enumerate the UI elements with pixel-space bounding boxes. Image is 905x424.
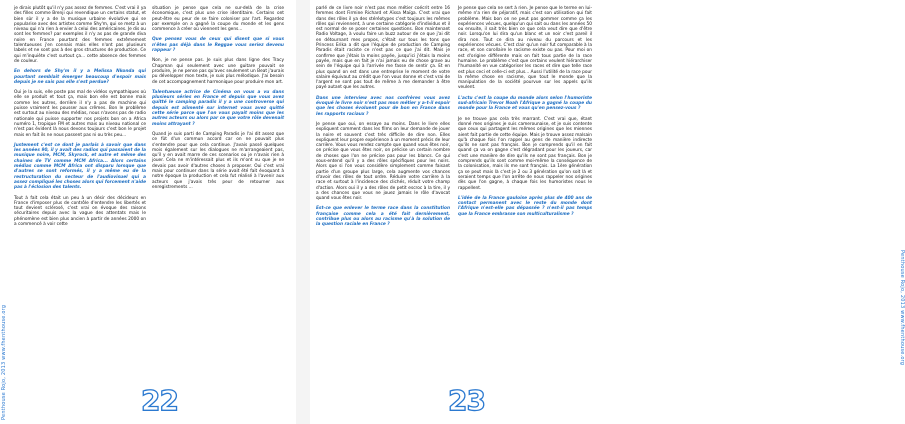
interview-question: Que pensez vous de ceux qui disent que si vous n'êtes pas déjà dans le Reggae vous seriez devenu rappeur ? — [152, 37, 284, 54]
left-column-1 — [14, 6, 146, 232]
interview-answer: Oui je la suis, elle poste pas mal de vidéos sympathiques où elle se produit et tout ça, mais bon elle est bonne mais comme les autres, derrière il n'y a pas de machine qui puisse vraiment les pousser aux crêmes. Bon le problème est surtout au niveau des médias, nous n'avons pas de radio nationale qui puisse supporter nos projets bon on a Africa numéro 1, tropique FM et autres mais au niveau national ce n'est pas évident là nous devons toujours c'est bon le projet mais en fait ils ne nous passent pas ni ou très peu... — [14, 90, 146, 138]
left-page — [0, 0, 296, 424]
interview-question: L'actu c'est la coupe du monde alors selon l'humoriste sud-africain Trevor Noah l'Afrique a gagné la coupe du monde pour la France et vous qu'en pensez-vous ? — [458, 95, 592, 112]
interview-question: Dans une interview avec nos confrères vous avez évoqué le livre noir n'est pas mon métier y a-t-il espoir que les choses évoluent pour de bon en France dans les rapports raciaux ? — [316, 95, 450, 117]
page-number-22: 22 — [141, 384, 178, 417]
interview-answer: situation je pense que cela ne sur-delà de la crise économique, c'est plus une crise identitaire. Certains ont peut-être eu peur de se faire coloniser par l'art. Regardez par exemple on a gagné la coupe du monde et les gens commence à créer où viennent les gens... — [152, 6, 284, 33]
interview-answer: Quand je suis parti de Camping Paradis je l'ai dit assez que ce fût d'un commun accord car on ne pouvait plus s'entendre pour que cela continue. J'avais passé quelques mois également sur les dialogues ne m'arrangeaient pas, qu'il y en avait marre de ces scenarios ou je n'avais rien à jouer. Cela ne m'intéressait plus et ils m'ont vu que je ne devais pas avoir d'autres choses à proposer. Oui c'est vrai mais pour continuer dans la série avait été fait évoquant à notre époque la production et cela fut réalisé à l'avenir aux acteurs que j'avais très peur de retourner aux enregistrements ... — [152, 131, 284, 190]
interview-answer: Je pense que cela ne sert à rien. Je pense que le terme en lui-même n'a rien de péjoratif, mais c'est son utilisation qui fait problème. Mais bon on ne peut pas gommer comme ça les expériences vécues, quelqu'un qui sait ou dans les années 50 ou ensuite, il sait très bien ce que cela veut dire que d'être noir. Lorsqu'on lui dira qu'un blanc et un noir c'est pareil il dira non. Tout ce dira au niveau du parcours et les expériences vécues. C'est clair qu'un noir fut comparable à la race, et son corollaire le racisme existe ou pas. Pour moi on est d'origine différente mais on fait tous partie de la race humaine. Le problème c'est que certains veulent hiérarchiser l'humanité en vue catégoriser les races et dire que telle race est plus ceci et celle-ci est plus... Aussi l'utilité de la race pour la même chose en racisme, que tout le monde que la manipulation de la société pourvue sur les appels qu'ils veulent. — [458, 6, 592, 91]
right-page: parlé de ce livre noir n'est pas mon métier coécrit entre 16 femmes dont Firmine Richard et Aïssa Maïga. C'est vrai que dans des rôles il ya des stéréotypes c'est toujours les mêmes rôles qui reviennent, à une certaine catégorie d'individus et il est normal de se poser certaines questions. Bon maintenant Radio Voltage, à voulu faire un buzz autour de ce que j'ai dit en détournant mes propos, c'était sur tous les tons que Princess Erika a dit que l'équipe de production de Camping Paradis était raciste ce n'est pas ce que j'ai dit. Mais je confirme que j'étais la moins payée, jusqu'ici j'étais la moins payée, mais que en fait je n'ai jamais eu de chose grave au sein de l'équipe qui à l'arrivée me fasse de sentir ça. Et en plus quand on est dans une entreprise le moment de votre salaire équivaut au crédit que l'on vous donne et c'est vrai de l'argent ne sont pas tout de même à me demander à être payé autant que les autres. Dans une interview avec nos confrères vous avez évoqué le livre noir n'est pas mon métier y a-t-il espoir que les choses évoluent pour de bon en France dans les rapports raciaux ? Je pense que oui, on essaye au moins. Dans le livre elles expliquent comment dans les films on leur demande de jouer la noire et souvent c'est très difficile de dire non. Elles expliquent leur propre expérience à un moment précis de leur carrière. Vous vous rendez compte que quand vous êtes noir, on précise que vous êtes noir, on précise un certain nombre de choses que l'on ne précise pas pour les blancs. Ce qui sous-entend qu'il y a des rôles spécifiques pour les noirs. Alors que si l'on vous considère simplement comme faisant partie d'un groupe plus large, cela augmente vos chances d'avoir des rôles de tout ordre. Réduire votre carrière à la race et surtout à l'incidence des clichés, réduit votre champ d'action. Alors oui il y a des rôles de petit escroc à la tire, il y a des chances que vous ne jouez jamais le rôle d'avocat quand vous êtes noir. Est-ce que enlever le terme race dans la constitution française comme cela a été fait dernièrement, contribue plus ou alors au racisme qu'à la solution de la question raciale en France ? Je pense que cela ne sert à rien. Je pense que le terme en lui-même n'a rien de péjoratif, mais c'est son utilisation qui fait problème. Mais bon on ne peut pas gommer comme ça les expériences vécues, quelqu'un qui sait ou dans les années 50 ou ensuite, il sait très bien ce que cela veut dire que d'être noir. Lorsqu'on lui dira qu'un blanc et un noir c'est pareil il dira non. Tout ce dira au niveau du parcours et les expériences vécues. C'est clair qu'un noir fut comparable à la race, et son corollaire le racisme existe ou pas. Pour moi on est d'origine différente mais on fait tous partie de la race humaine. Le problème c'est que certains veulent hiérarchiser l'humanité en vue catégoriser les races et dire que telle race est plus ceci et celle-ci est plus... Aussi l'utilité de la race pour la même chose en racisme, que tout le monde que la manipulation de la société pourvue sur les appels qu'ils veulent. L'actu c'est la coupe du monde alors selon l'humoriste sud-africain Trevor Noah l'Afrique a gagné la coupe du monde pour la France et vous qu'en pensez-vous ? Je ne trouve pas cela très marrant. C'est vrai que, étant donné mes origines je suis camerounaise, et je suis contente que ceux qui partagent les mêmes origines que les miennes aient fait partie de cette équipe. Mais je trouve assez malsain qu'à chaque fois l'on rappel au gens de manière indirecte qu'ils ne sont pas français. Bon je comprends qu'il en fait quand ça va on gagne c'est dégradant pour les joueurs, car c'est une manière de dire qu'ils ne sont pas français. Bon je comprends qu'ils sont comme moi-même la conséquence de la colonisation, mais ils me sont français. La 1ère génération ça se peut mais là c'est je 2 ou 3 génération qu'on soit là et seraient temps que l'on arrête de nous rappeler nos origines dès que l'on gagne, à chaque fois les humoristes nous le rappellent. L'idée de la France gauloise après plus de 400 ans de contact permanent avec le reste du monde dont l'Afrique n'est-elle pas dépassée ? n'est-il pas temps que la France embrasse son multiculturalisme ? 23 Penthouse Rojo, 2013 www.fhenthouse.org — [316, 6, 905, 417]
page-number-23: 23 — [448, 384, 485, 417]
interview-question: Est-ce que enlever le terme race dans la constitution française comme cela a été fait dernièrement, contribue plus ou alors au racisme qu'à la solution de la question raciale en France ? — [316, 206, 450, 228]
page-gutter — [296, 0, 310, 424]
interview-question: Talentueuse actrice de Cinéma on vous a vu dans plusieurs séries en France et depuis que vous avez quitté le camping paradis il y a une controverse qui depuis est alimenté sur internet vous avez quitté cette série parce que l'on vous payait moins que les autres acteurs ou alors par ce que votre rôle devenait moins attrayant ? — [152, 89, 284, 127]
interview-answer: Tout à fait cela était un peu à un désir des décideurs en France d'imposer plus de contrôle d'entendre les libertés et tout devient sclérosé, c'est vrai on évoque des raisons sécuritaires depuis avec la vague des attentats mais le phénomène est bien plus ancien à partir de années 2000 on a commencé à voir cette — [14, 195, 146, 227]
interview-answer: Je pense que oui, on essaye au moins. Dans le livre elles expliquent comment dans les films on leur demande de jouer la noire et souvent c'est très difficile de dire non. Elles expliquent leur propre expérience à un moment précis de leur carrière. Vous vous rendez compte que quand vous êtes noir, on précise que vous êtes noir, on précise un certain nombre de choses que l'on ne précise pas pour les blancs. Ce qui sous-entend qu'il y a des rôles spécifiques pour les noirs. Alors que si l'on vous considère simplement comme faisant partie d'un groupe plus large, cela augmente vos chances d'avoir des rôles de tout ordre. Réduire votre carrière à la race et surtout à l'incidence des clichés, réduit votre champ d'action. Alors oui il y a des rôles de petit escroc à la tire, il y a des chances que vous ne jouez jamais le rôle d'avocat quand vous êtes noir. — [316, 121, 450, 202]
left-column-2 — [152, 6, 284, 195]
interview-question: L'idée de la France gauloise après plus de 400 ans de contact permanent avec le reste du monde dont l'Afrique n'est-elle pas dépassée ? n'est-il pas temps que la France embrasse son multiculturalisme ? — [458, 195, 592, 217]
left-side-caption: Penthouse Rojo, 2013 www.fhenthouse.org — [1, 304, 7, 420]
interview-question: Justement c'est ce dont je parlais à savoir que dans les années 90, il y avait des radios qui passaient de la musique noire, MCM, Skyrock, et autre et même des chaines de TV comme MCM Africa... Alors certains médias comme MCM Africa ont disparu lorsque que d'autres se sont reformés, il y a même eu de la restructuration du secteur de l'audiovisuel qui a assez compliqué les choses alors qui forcement n'aide pas à l'éclosion des talents. — [14, 142, 146, 191]
interview-answer: parlé de ce livre noir n'est pas mon métier coécrit entre 16 femmes dont Firmine Richard et Aïssa Maïga. C'est vrai que dans des rôles il ya des stéréotypes c'est toujours les mêmes rôles qui reviennent, à une certaine catégorie d'individus et il est normal de se poser certaines questions. Bon maintenant Radio Voltage, à voulu faire un buzz autour de ce que j'ai dit en détournant mes propos, c'était sur tous les tons que Princess Erika a dit que l'équipe de production de Camping Paradis était raciste ce n'est pas ce que j'ai dit. Mais je confirme que j'étais la moins payée, jusqu'ici j'étais la moins payée, mais que en fait je n'ai jamais eu de chose grave au sein de l'équipe qui à l'arrivée me fasse de sentir ça. Et en plus quand on est dans une entreprise le moment de votre salaire équivaut au crédit que l'on vous donne et c'est vrai de l'argent ne sont pas tout de même à me demander à être payé autant que les autres. — [316, 6, 450, 91]
interview-answer: Non, je ne pense pas. Je suis plus dans ligne des Tracy Chapman qui seulement avec une guitare pouvait se produire, je ne pense pas qu'avec seulement un Beat j'aurais pu développer mon texte, je suis plus mélodique. J'ai besoin de cet accompagnement harmonique pour produire mon art. — [152, 58, 284, 85]
right-column-2 — [458, 6, 592, 222]
interview-answer: Je ne trouve pas cela très marrant. C'est vrai que, étant donné mes origines je suis camerounaise, et je suis contente que ceux qui partagent les mêmes origines que les miennes aient fait partie de cette équipe. Mais je trouve assez malsain qu'à chaque fois l'on rappel au gens de manière indirecte qu'ils ne sont pas français. Bon je comprends qu'il en fait quand ça va on gagne c'est dégradant pour les joueurs, car c'est une manière de dire qu'ils ne sont pas français. Bon je comprends qu'ils sont comme moi-même la conséquence de la colonisation, mais ils me sont français. La 1ère génération ça se peut mais là c'est je 2 ou 3 génération qu'on soit là et seraient temps que l'on arrête de nous rappeler nos origines dès que l'on gagne, à chaque fois les humoristes nous le rappellent. — [458, 116, 592, 191]
interview-answer: je dirais plutôt qu'il n'y pas assez de femmes. C'est vrai il ya des filles comme Brenji qui revendique un certains statut, et bien sûr il y a de la musique urbaine évolutive qui se popularise avec des artistes comme Shy'm, qui se metz à un niveau qui n'a rien à envier à celui des américaines. Je dis ou sont les femmes? par exemples il n'y as pas de grande diva noire en France pourtant des femmes extrêmement talentueuses j'en connais mais elles n'ont pas plusieurs labels et ne sont pas à des gros structures de production. Ce qui m'inquiète c'est surtout ça... cette absence des femmes de couleur. — [14, 6, 146, 64]
right-column-1 — [316, 6, 450, 233]
interview-question: En dehors de Shy'm il y a Melissa Nkonda qui pourtant semblait émerger beaucoup d'espoir mais depuis je ne sais pas elle s'est perdue? — [14, 69, 146, 85]
